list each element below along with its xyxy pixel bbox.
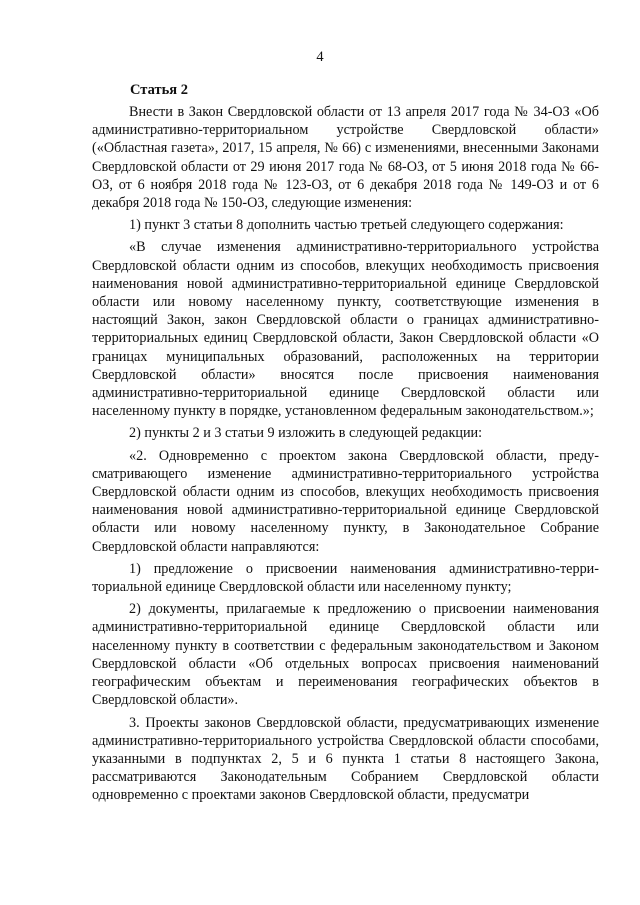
paragraph-quote-2: «2. Одновременно с проектом закона Свердловской области, предусматривающего изменение административно-территориального устройства Свердловской области одним из способов, влекущих необходимость присвоения наименования новой административно-территориальной единице Свердловской области или новому населенному пункту, в Законодательное Собрание Свердловской области направляются: (92, 447, 599, 555)
paragraph-point-3: 3. Проекты законов Свердловской области, предусматривающих изменение административно-территориального устройства Свердловской области способами, указанными в подпунктах 2, 5 и 6 пункта 1 статьи 8 настоящего Закона, рассматриваются Законодательным Собранием Свердловской области одновременно с проектами законов Свердловской области, предусматри (92, 714, 599, 804)
paragraph-quote-1: «В случае изменения административно-территориального устройства Свердловской области одним из способов, влекущих необходимость присвоения наименования новой административно-территориальной единице Свердловской области или новому населенному пункту, соответствующие изменения в настоящий Закон, закон Свердловской области о границах административно-территориальных единиц Свердловской области, Закон Свердловской области «О границах муниципальных образований, расположенных на территории Свердловской области» вносятся после присвоения наименования административно-территориальной единице Свердловской области или населенному пункту в порядке, установленном федеральным законодательством.»; (92, 239, 599, 420)
paragraph-subitem-1: 1) предложение о присвоении наименования административно-территориальной единице Свердловской области или населенному пункту; (92, 560, 599, 596)
article-heading: Статья 2 (130, 82, 188, 98)
page-number: 4 (316, 49, 324, 65)
paragraph-intro: Внести в Закон Свердловской области от 13 апреля 2017 года № 34-ОЗ «Об административно-территориальном устройстве Свердловской области» («Областная газета», 2017, 15 апреля, № 66) с изменениями, внесенными Законами Свердловской области от 29 июня 2017 года № 68-ОЗ, от 5 июня 2018 года № 66-ОЗ, от 6 ноября 2018 года № 123-ОЗ, от 6 декабря 2018 года № 149-ОЗ и от 6 декабря 2018 года № 150-ОЗ, следующие изменения: (92, 104, 599, 212)
paragraph-subitem-2: 2) документы, прилагаемые к предложению о присвоении наименования административно-территориальной единице Свердловской области или населенному пункту в соответствии с федеральным законодательством и Законом Свердловской области «Об отдельных вопросах присвоения наименований географическим объектам и переименования географических объектов в Свердловской области». (92, 601, 599, 709)
paragraph-item-1: 1) пункт 3 статьи 8 дополнить частью третьей следующего содержания: (129, 217, 564, 234)
document-body (92, 103, 599, 805)
paragraph-item-2: 2) пункты 2 и 3 статьи 9 изложить в следующей редакции: (129, 425, 483, 442)
